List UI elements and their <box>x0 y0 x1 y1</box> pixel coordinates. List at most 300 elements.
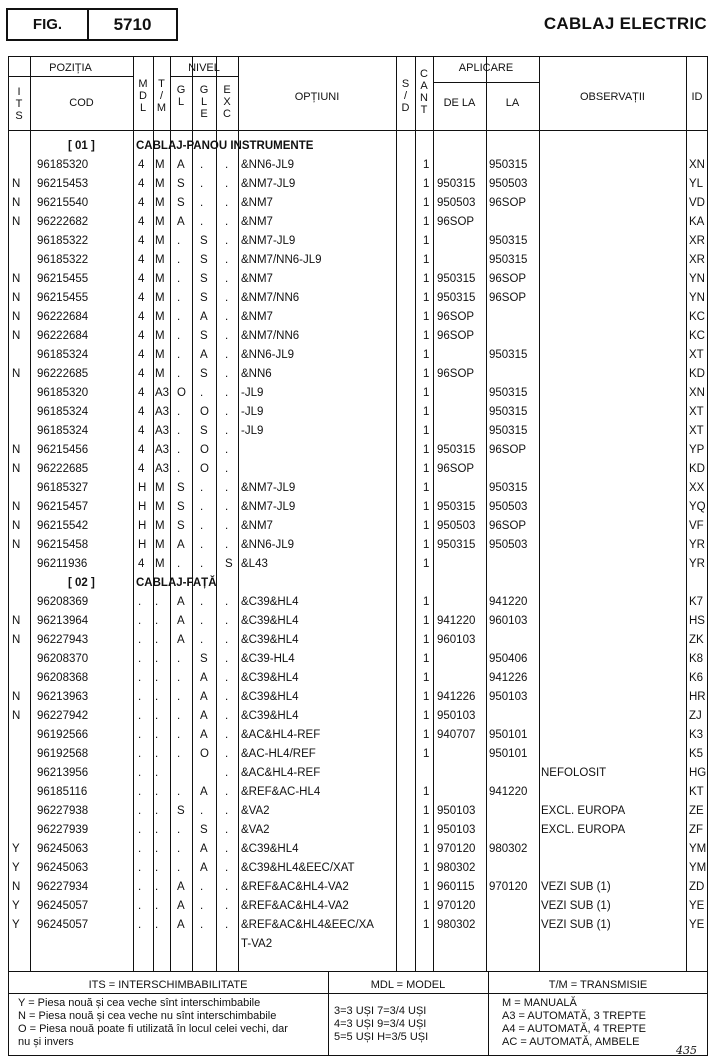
mdl-cell: 4 <box>138 159 145 171</box>
its-cell: N <box>12 881 21 893</box>
mdl-cell: 4 <box>138 216 145 228</box>
exc-cell: . <box>225 292 229 304</box>
from-date-cell: 950315 <box>437 444 476 456</box>
gle-cell: S <box>200 653 208 665</box>
fig-label: FIG. <box>8 10 89 39</box>
table-row <box>8 840 708 859</box>
gle-cell: S <box>200 235 208 247</box>
mdl-cell: 4 <box>138 254 145 266</box>
gle-cell: A <box>200 786 208 798</box>
to-date-cell: 96SOP <box>489 520 527 532</box>
quantity-cell: 1 <box>423 672 430 684</box>
gle-cell: A <box>200 311 208 323</box>
tm-cell: M <box>155 501 165 513</box>
tm-cell: . <box>155 843 159 855</box>
tm-cell: . <box>155 824 159 836</box>
gle-cell: . <box>200 539 204 551</box>
tm-cell: M <box>155 197 165 209</box>
header-observatii: OBSERVAȚII <box>579 91 645 103</box>
its-cell: N <box>12 615 21 627</box>
table-row <box>8 498 708 517</box>
to-date-cell: 96SOP <box>489 444 527 456</box>
from-date-cell: 950103 <box>437 805 476 817</box>
table-row <box>8 707 708 726</box>
options-cell: -JL9 <box>241 425 264 437</box>
code-cell: 96208368 <box>37 672 89 684</box>
gl-cell: A <box>177 596 185 608</box>
tm-cell: A3 <box>155 444 170 456</box>
from-date-cell: 96SOP <box>437 463 475 475</box>
code-cell: 96222684 <box>37 330 89 342</box>
from-date-cell: 960103 <box>437 634 476 646</box>
gle-cell: S <box>200 425 208 437</box>
header-mdl-letter: L <box>139 102 147 114</box>
mdl-cell: 4 <box>138 558 145 570</box>
exc-cell: . <box>225 748 229 760</box>
header-mdl-letter: M <box>138 78 148 90</box>
tm-cell: M <box>155 311 165 323</box>
code-cell: 96245057 <box>37 919 89 931</box>
header-cant-letter: A <box>420 80 428 92</box>
code-cell: 96227938 <box>37 805 89 817</box>
table-row <box>8 631 708 650</box>
id-cell: YR <box>689 539 705 551</box>
its-cell: N <box>12 520 21 532</box>
mdl-cell: 4 <box>138 387 145 399</box>
table-row <box>8 878 708 897</box>
mdl-cell: H <box>138 539 147 551</box>
to-date-cell: 950315 <box>489 425 528 437</box>
observation-cell: EXCL. EUROPA <box>541 824 626 836</box>
quantity-cell: 1 <box>423 482 430 494</box>
exc-cell: . <box>225 900 229 912</box>
quantity-cell: 1 <box>423 330 430 342</box>
code-cell: 96208369 <box>37 596 89 608</box>
tm-cell: . <box>155 786 159 798</box>
table-row <box>8 593 708 612</box>
id-cell: YP <box>689 444 705 456</box>
gle-cell: . <box>200 520 204 532</box>
from-date-cell: 980302 <box>437 862 476 874</box>
from-date-cell: 96SOP <box>437 216 475 228</box>
tm-cell: . <box>155 748 159 760</box>
quantity-cell: 1 <box>423 368 430 380</box>
options-cell: &REF&AC-HL4 <box>241 786 321 798</box>
exc-cell: . <box>225 520 229 532</box>
code-cell: 96208370 <box>37 653 89 665</box>
gle-cell: . <box>200 881 204 893</box>
exc-cell: . <box>225 178 229 190</box>
gl-cell: S <box>177 482 185 494</box>
gl-cell: A <box>177 634 185 646</box>
gl-cell: A <box>177 159 185 171</box>
id-cell: KT <box>689 786 704 798</box>
options-cell: &L43 <box>241 558 268 570</box>
header-exc-letter: C <box>223 108 231 120</box>
options-cell: T-VA2 <box>241 938 273 950</box>
options-cell: &NM7/NN6-JL9 <box>241 254 322 266</box>
mdl-cell: . <box>138 919 142 931</box>
header-sd-letter: / <box>403 90 408 102</box>
quantity-cell: 1 <box>423 900 430 912</box>
to-date-cell: 941226 <box>489 672 528 684</box>
mdl-cell: 4 <box>138 311 145 323</box>
id-cell: KC <box>689 311 705 323</box>
header-gle-letter: L <box>200 96 208 108</box>
options-cell: &NN6-JL9 <box>241 539 295 551</box>
options-cell: &REF&AC&HL4-VA2 <box>241 881 349 893</box>
header-optiuni: OPȚIUNI <box>294 91 340 103</box>
table-row <box>8 308 708 327</box>
tm-cell: . <box>155 900 159 912</box>
from-date-cell: 950103 <box>437 824 476 836</box>
footer-mdl-line: 4=3 UȘI 9=3/4 UȘI <box>334 1018 427 1030</box>
tm-cell: . <box>155 691 159 703</box>
mdl-cell: . <box>138 653 142 665</box>
gle-cell: A <box>200 349 208 361</box>
quantity-cell: 1 <box>423 444 430 456</box>
id-cell: VF <box>689 520 704 532</box>
tm-cell: . <box>155 710 159 722</box>
quantity-cell: 1 <box>423 216 430 228</box>
exc-cell: . <box>225 159 229 171</box>
from-date-cell: 950315 <box>437 292 476 304</box>
header-gl-letter: L <box>177 96 185 108</box>
its-cell: N <box>12 311 21 323</box>
id-cell: K3 <box>689 729 704 741</box>
tm-cell: M <box>155 216 165 228</box>
exc-cell: . <box>225 539 229 551</box>
footer-mdl-line: 5=5 UȘI H=3/5 UȘI <box>334 1031 429 1043</box>
quantity-cell: 1 <box>423 862 430 874</box>
footer-its-line: O = Piesa nouă poate fi utilizată în locul celei vechi, dar <box>18 1023 288 1035</box>
exc-cell: . <box>225 729 229 741</box>
footer-tm-line: A4 = AUTOMATĂ, 4 TREPTE <box>502 1023 646 1035</box>
exc-cell: . <box>225 311 229 323</box>
header-exc-letter: X <box>223 96 231 108</box>
header-exc-letter: E <box>223 84 231 96</box>
from-date-cell: 940707 <box>437 729 476 741</box>
quantity-cell: 1 <box>423 159 430 171</box>
quantity-cell: 1 <box>423 596 430 608</box>
options-cell: &C39&HL4 <box>241 691 299 703</box>
options-cell: &NM7/NN6 <box>241 330 300 342</box>
exc-cell: . <box>225 387 229 399</box>
tm-cell: M <box>155 178 165 190</box>
quantity-cell: 1 <box>423 805 430 817</box>
section-title: CABLAJ-PANOU INSTRUMENTE <box>136 140 314 152</box>
table-row <box>8 821 708 840</box>
section-header-row <box>8 137 708 156</box>
quantity-cell: 1 <box>423 881 430 893</box>
tm-cell: . <box>155 634 159 646</box>
gl-cell: . <box>177 710 181 722</box>
its-cell: N <box>12 539 21 551</box>
its-cell: N <box>12 292 21 304</box>
mdl-cell: 4 <box>138 235 145 247</box>
mdl-cell: . <box>138 900 142 912</box>
header-gle-letter: E <box>200 108 208 120</box>
quantity-cell: 1 <box>423 539 430 551</box>
header-aplicare: APLICARE <box>458 62 514 74</box>
code-cell: 96245063 <box>37 862 89 874</box>
gl-cell: . <box>177 254 181 266</box>
exc-cell: . <box>225 501 229 513</box>
gl-cell: S <box>177 197 185 209</box>
tm-cell: M <box>155 349 165 361</box>
code-cell: 96213963 <box>37 691 89 703</box>
section-number: [ 02 ] <box>68 577 95 589</box>
row-divider <box>433 82 539 83</box>
header-la: LA <box>505 97 520 109</box>
table-row <box>8 270 708 289</box>
tm-cell: M <box>155 292 165 304</box>
table-row <box>8 536 708 555</box>
to-date-cell: 950315 <box>489 349 528 361</box>
id-cell: YN <box>689 292 705 304</box>
exc-cell: . <box>225 691 229 703</box>
gle-cell: . <box>200 216 204 228</box>
its-cell: Y <box>12 862 20 874</box>
quantity-cell: 1 <box>423 292 430 304</box>
code-cell: 96245063 <box>37 843 89 855</box>
tm-cell: M <box>155 368 165 380</box>
gl-cell: . <box>177 691 181 703</box>
from-date-cell: 950503 <box>437 197 476 209</box>
to-date-cell: 980302 <box>489 843 528 855</box>
id-cell: KD <box>689 463 705 475</box>
options-cell: &C39&HL4 <box>241 843 299 855</box>
gl-cell: S <box>177 178 185 190</box>
quantity-cell: 1 <box>423 824 430 836</box>
table-row <box>8 897 708 916</box>
mdl-cell: . <box>138 824 142 836</box>
header-gle-letter: G <box>199 84 209 96</box>
mdl-cell: 4 <box>138 197 145 209</box>
from-date-cell: 950503 <box>437 520 476 532</box>
mdl-cell: 4 <box>138 292 145 304</box>
gle-cell: S <box>200 254 208 266</box>
quantity-cell: 1 <box>423 653 430 665</box>
quantity-cell: 1 <box>423 786 430 798</box>
table-row <box>8 232 708 251</box>
gle-cell: O <box>200 748 209 760</box>
tm-cell: M <box>155 482 165 494</box>
code-cell: 96222682 <box>37 216 89 228</box>
its-cell: N <box>12 330 21 342</box>
gl-cell: . <box>177 444 181 456</box>
to-date-cell: 950503 <box>489 501 528 513</box>
footer-tm-title: T/M = TRANSMISIE <box>548 979 648 991</box>
exc-cell: . <box>225 216 229 228</box>
gle-cell: A <box>200 710 208 722</box>
options-cell: &NN6-JL9 <box>241 349 295 361</box>
gl-cell: . <box>177 729 181 741</box>
gle-cell: S <box>200 273 208 285</box>
header-cod: COD <box>69 97 94 109</box>
options-cell: &AC-HL4/REF <box>241 748 316 760</box>
code-cell: 96213964 <box>37 615 89 627</box>
options-cell: &REF&AC&HL4&EEC/XA <box>241 919 374 931</box>
tm-cell: M <box>155 159 165 171</box>
observation-cell: NEFOLOSIT <box>541 767 607 779</box>
gl-cell: . <box>177 330 181 342</box>
quantity-cell: 1 <box>423 501 430 513</box>
code-cell: 96215455 <box>37 273 89 285</box>
from-date-cell: 950315 <box>437 178 476 190</box>
code-cell: 96185324 <box>37 349 89 361</box>
id-cell: XN <box>689 159 705 171</box>
to-date-cell: 950503 <box>489 539 528 551</box>
from-date-cell: 980302 <box>437 919 476 931</box>
table-row <box>8 194 708 213</box>
tm-cell: A3 <box>155 387 170 399</box>
table-row <box>8 612 708 631</box>
gl-cell: . <box>177 311 181 323</box>
exc-cell: . <box>225 653 229 665</box>
mdl-cell: . <box>138 615 142 627</box>
code-cell: 96192568 <box>37 748 89 760</box>
id-cell: KA <box>689 216 705 228</box>
to-date-cell: 950101 <box>489 729 528 741</box>
to-date-cell: 950406 <box>489 653 528 665</box>
table-row <box>8 650 708 669</box>
code-cell: 96227934 <box>37 881 89 893</box>
its-cell: N <box>12 463 21 475</box>
gl-cell: S <box>177 520 185 532</box>
header-tm-letter: M <box>156 102 167 114</box>
id-cell: K6 <box>689 672 704 684</box>
code-cell: 96192566 <box>37 729 89 741</box>
options-cell: &C39&HL4 <box>241 634 299 646</box>
exc-cell: . <box>225 330 229 342</box>
exc-cell: . <box>225 463 229 475</box>
id-cell: VD <box>689 197 705 209</box>
id-cell: HS <box>689 615 705 627</box>
to-date-cell: 950103 <box>489 691 528 703</box>
options-cell: &NM7 <box>241 273 273 285</box>
exc-cell: . <box>225 767 229 779</box>
table-row <box>8 384 708 403</box>
gl-cell: . <box>177 843 181 855</box>
id-cell: HG <box>689 767 707 779</box>
header-its-letter: T <box>15 98 23 110</box>
its-cell: N <box>12 691 21 703</box>
header-cant-letter: T <box>420 104 428 116</box>
code-cell: 96211936 <box>37 558 88 570</box>
footer-its-line: nu și invers <box>18 1036 74 1048</box>
id-cell: ZJ <box>689 710 702 722</box>
id-cell: XR <box>689 235 705 247</box>
id-cell: YE <box>689 900 705 912</box>
its-cell: N <box>12 178 21 190</box>
quantity-cell: 1 <box>423 178 430 190</box>
options-cell: -JL9 <box>241 406 264 418</box>
options-cell: &C39&HL4 <box>241 615 299 627</box>
table-row <box>8 802 708 821</box>
its-cell: Y <box>12 843 20 855</box>
its-cell: N <box>12 710 21 722</box>
from-date-cell: 960115 <box>437 881 475 893</box>
gle-cell: . <box>200 919 204 931</box>
exc-cell: . <box>225 235 229 247</box>
options-cell: &VA2 <box>241 805 270 817</box>
table-row <box>8 916 708 935</box>
mdl-cell: . <box>138 805 142 817</box>
tm-cell: M <box>155 235 165 247</box>
from-date-cell: 96SOP <box>437 368 475 380</box>
to-date-cell: 950101 <box>489 748 528 760</box>
quantity-cell: 1 <box>423 311 430 323</box>
exc-cell: . <box>225 425 229 437</box>
table-row <box>8 745 708 764</box>
options-cell: &NM7/NN6 <box>241 292 300 304</box>
exc-cell: . <box>225 368 229 380</box>
table-row <box>8 403 708 422</box>
code-cell: 96215455 <box>37 292 89 304</box>
from-date-cell: 941226 <box>437 691 476 703</box>
table-row <box>8 935 708 954</box>
mdl-cell: . <box>138 672 142 684</box>
observation-cell: EXCL. EUROPA <box>541 805 626 817</box>
to-date-cell: 96SOP <box>489 292 527 304</box>
footer-tm-line: AC = AUTOMATĂ, AMBELE <box>502 1036 640 1048</box>
id-cell: XT <box>689 425 704 437</box>
table-row <box>8 175 708 194</box>
tm-cell: M <box>155 254 165 266</box>
exc-cell: . <box>225 634 229 646</box>
gle-cell: S <box>200 292 208 304</box>
observation-cell: VEZI SUB (1) <box>541 919 611 931</box>
exc-cell: . <box>225 615 229 627</box>
gl-cell: . <box>177 672 181 684</box>
gle-cell: S <box>200 368 208 380</box>
row-divider <box>8 130 708 131</box>
quantity-cell: 1 <box>423 387 430 399</box>
to-date-cell: 950315 <box>489 235 528 247</box>
id-cell: KC <box>689 330 705 342</box>
its-cell: N <box>12 273 21 285</box>
id-cell: K7 <box>689 596 704 608</box>
header-sd-letter: D <box>401 102 410 114</box>
code-cell: 96215458 <box>37 539 89 551</box>
gl-cell: A <box>177 881 185 893</box>
observation-cell: VEZI SUB (1) <box>541 881 611 893</box>
to-date-cell: 950315 <box>489 159 528 171</box>
gl-cell: S <box>177 805 185 817</box>
quantity-cell: 1 <box>423 729 430 741</box>
code-cell: 96227939 <box>37 824 89 836</box>
gl-cell: . <box>177 425 181 437</box>
gl-cell: S <box>177 501 185 513</box>
id-cell: K8 <box>689 653 704 665</box>
table-row <box>8 441 708 460</box>
id-cell: YL <box>689 178 704 190</box>
exc-cell: . <box>225 862 229 874</box>
mdl-cell: . <box>138 596 142 608</box>
mdl-cell: H <box>138 520 147 532</box>
tm-cell: M <box>155 273 165 285</box>
code-cell: 96185322 <box>37 254 89 266</box>
id-cell: ZF <box>689 824 704 836</box>
figure-box <box>6 8 178 41</box>
id-cell: K5 <box>689 748 704 760</box>
code-cell: 96185327 <box>37 482 89 494</box>
code-cell: 96185320 <box>37 159 89 171</box>
exc-cell: . <box>225 805 229 817</box>
to-date-cell: 960103 <box>489 615 528 627</box>
mdl-cell: . <box>138 729 142 741</box>
